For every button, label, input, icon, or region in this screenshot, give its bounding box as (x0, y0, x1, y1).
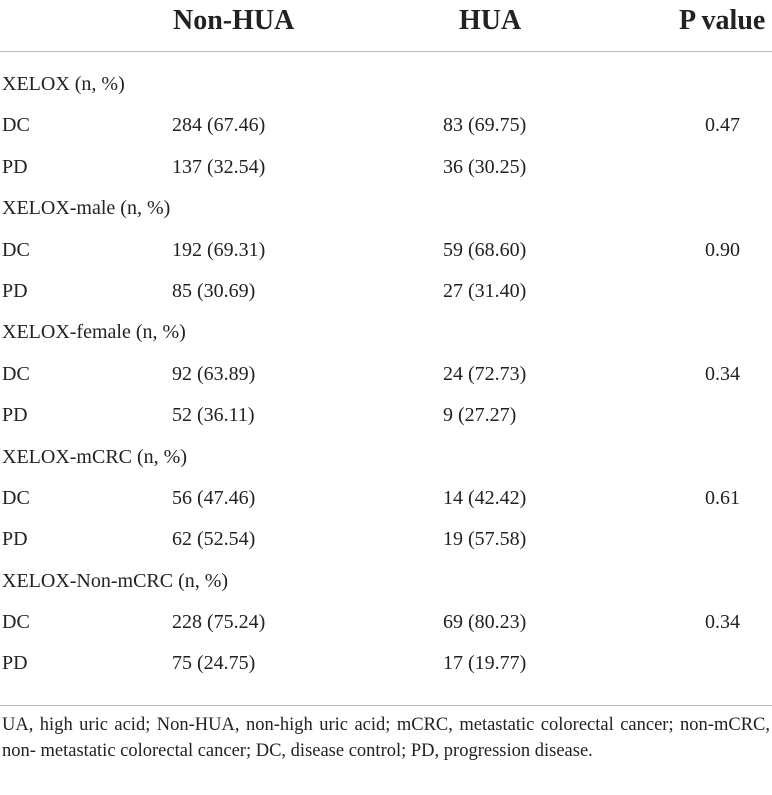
table-row (0, 395, 772, 436)
table-row (0, 230, 772, 271)
hua-cell: 36 (30.25) (443, 155, 527, 178)
p-value-cell: 0.34 (705, 611, 740, 634)
table-header (0, 0, 772, 52)
p-value-cell: 0.61 (705, 486, 740, 509)
table-row (0, 478, 772, 519)
group-label-cell: XELOX-female (n, %) (2, 321, 186, 344)
hua-cell: 27 (31.40) (443, 279, 527, 302)
table-group-row (0, 561, 772, 602)
table-row (0, 643, 772, 684)
group-label-cell: XELOX-male (n, %) (2, 197, 171, 220)
row-label-cell: DC (2, 611, 30, 634)
row-label-cell: PD (2, 155, 28, 178)
group-label-cell: XELOX-mCRC (n, %) (2, 445, 187, 468)
non-hua-cell: 92 (63.89) (172, 362, 256, 385)
group-label-cell: XELOX-Non-mCRC (n, %) (2, 569, 229, 592)
hua-cell: 59 (68.60) (443, 238, 527, 261)
table-row (0, 602, 772, 643)
table-footnote: UA, high uric acid; Non-HUA, non-high uric acid; mCRC, metastatic colorectal cancer; non-mCRC, non- metastatic colorectal cancer; DC, disease control; PD, progression disease. (2, 715, 770, 761)
table-row (0, 105, 772, 146)
non-hua-cell: 52 (36.11) (172, 404, 255, 427)
table-row (0, 354, 772, 395)
hua-cell: 14 (42.42) (443, 486, 527, 509)
row-label-cell: DC (2, 114, 30, 137)
table-group-row (0, 437, 772, 478)
p-value-cell: 0.47 (705, 114, 740, 137)
header-rule (0, 51, 772, 52)
table-row (0, 519, 772, 560)
non-hua-cell: 228 (75.24) (172, 611, 266, 634)
non-hua-cell: 137 (32.54) (172, 155, 266, 178)
row-label-cell: DC (2, 362, 30, 385)
row-label-cell: PD (2, 404, 28, 427)
table-row (0, 147, 772, 188)
p-value-cell: 0.34 (705, 362, 740, 385)
table-row (0, 271, 772, 312)
non-hua-cell: 56 (47.46) (172, 486, 256, 509)
non-hua-cell: 192 (69.31) (172, 238, 266, 261)
row-label-cell: PD (2, 279, 28, 302)
header-non-hua: Non-HUA (173, 5, 295, 36)
hua-cell: 24 (72.73) (443, 362, 527, 385)
table-group-row (0, 188, 772, 229)
row-label-cell: PD (2, 528, 28, 551)
hua-cell: 83 (69.75) (443, 114, 527, 137)
non-hua-cell: 75 (24.75) (172, 652, 256, 675)
table-group-row (0, 312, 772, 353)
row-label-cell: DC (2, 238, 30, 261)
row-label-cell: DC (2, 486, 30, 509)
hua-cell: 17 (19.77) (443, 652, 527, 675)
hua-cell: 9 (27.27) (443, 404, 517, 427)
row-label-cell: PD (2, 652, 28, 675)
non-hua-cell: 62 (52.54) (172, 528, 256, 551)
non-hua-cell: 284 (67.46) (172, 114, 266, 137)
group-label-cell: XELOX (n, %) (2, 73, 125, 95)
footer-rule (0, 705, 772, 706)
p-value-cell: 0.90 (705, 238, 740, 261)
hua-cell: 19 (57.58) (443, 528, 527, 551)
header-hua: HUA (459, 5, 522, 36)
hua-cell: 69 (80.23) (443, 611, 527, 634)
table-body (0, 64, 772, 685)
non-hua-cell: 85 (30.69) (172, 279, 256, 302)
table-group-row (0, 64, 772, 105)
header-p-value: P value (679, 5, 766, 36)
